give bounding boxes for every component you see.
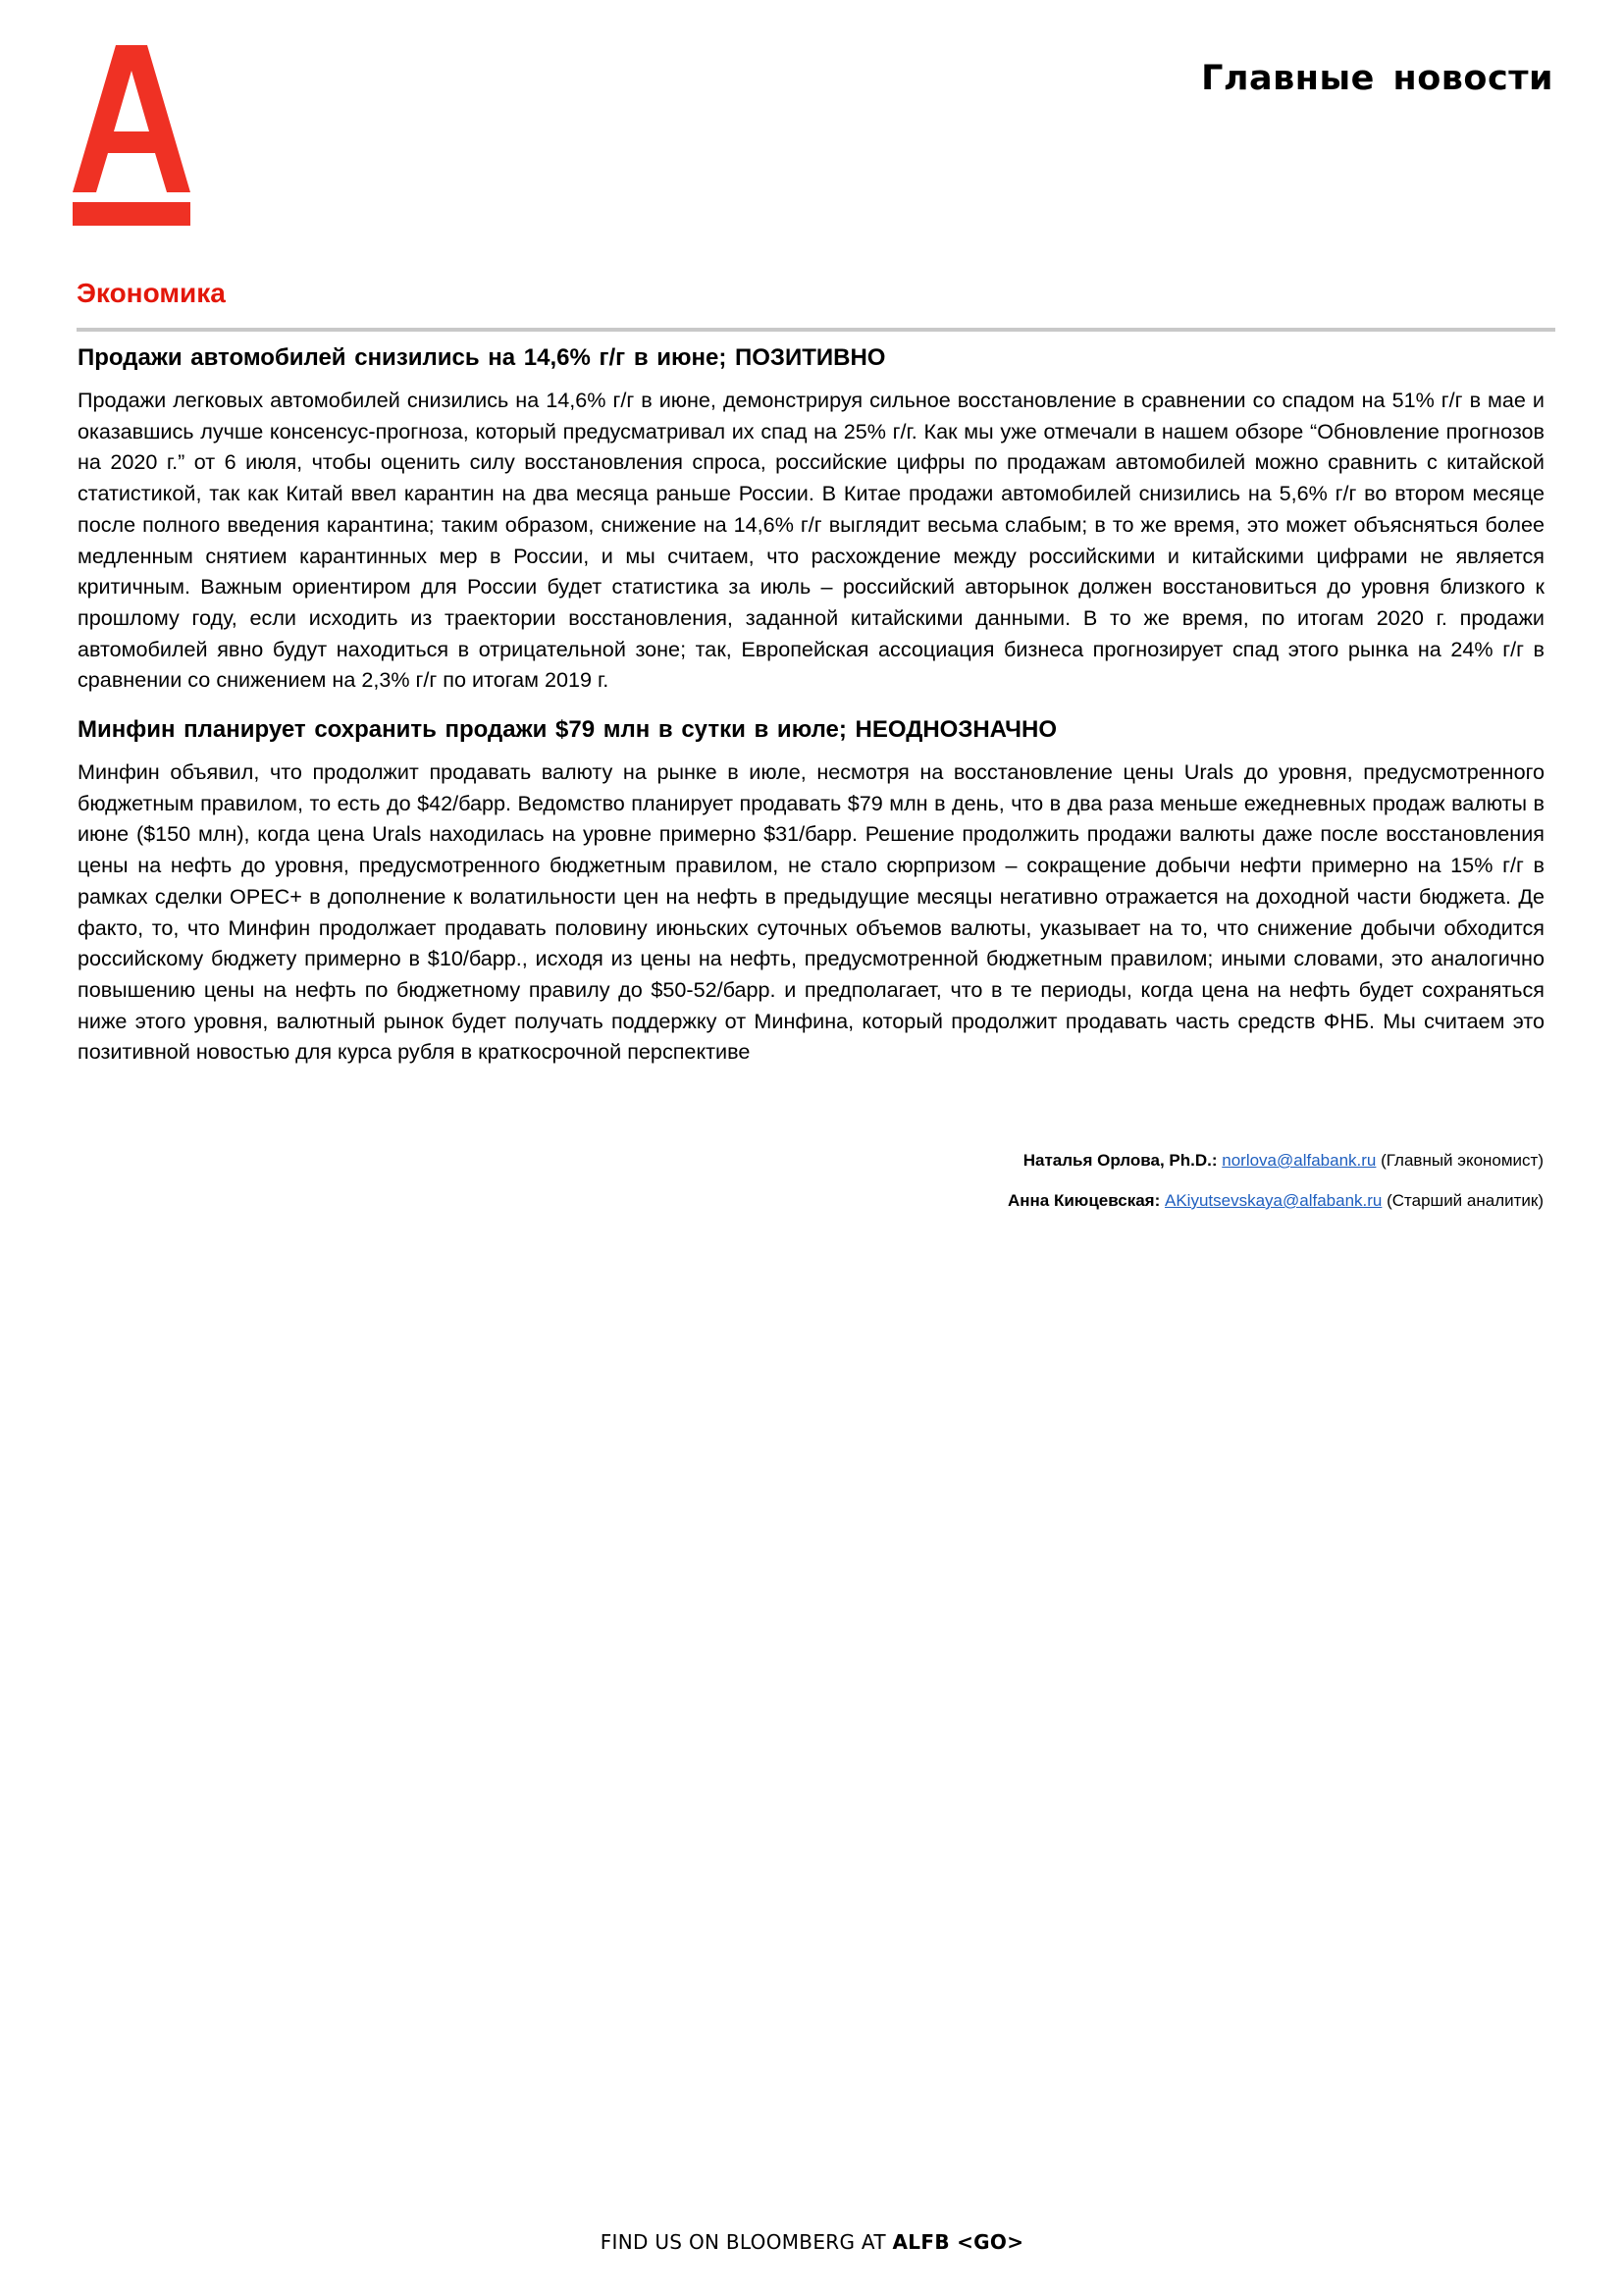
footer [0,2230,1624,2254]
authors-block [1008,1150,1544,1230]
page-title: Главные новости [1201,59,1553,98]
author-role: (Главный экономист) [1381,1151,1544,1170]
author-name: Анна Киюцевская: [1007,1191,1161,1210]
author-email-link[interactable]: norlova@alfabank.ru [1222,1151,1377,1170]
author-role: (Старший аналитик) [1387,1191,1544,1210]
section-title: Экономика [77,278,226,308]
footer-text: FIND US ON BLOOMBERG AT [600,2230,886,2254]
author-line [1008,1190,1544,1212]
logo-underline-bar [73,202,190,226]
author-name: Наталья Орлова, Ph.D.: [1022,1151,1218,1170]
article-headline: Продажи автомобилей снизились на 14,6% г/г в июне; ПОЗИТИВНО [78,344,886,371]
articles-container [78,341,1545,1085]
footer-ticker: ALFB <GO> [892,2230,1024,2254]
article [78,713,1545,1068]
article-body: Продажи легковых автомобилей снизились на 14,6% г/г в июне, демонстрируя сильное восстановление в сравнении со спадом на 51% г/г в мае и оказавшись лучше консенсус-прогноза, который предусматривал их спад на 25% г/г. Как мы уже отмечали в нашем обзоре “Обновление прогнозов на 2020 г.” от 6 июля, чтобы оценить силу восстановления спроса, российские цифры по продажам автомобилей можно сравнить с китайской статистикой, так как Китай ввел карантин на два месяца раньше России. В Китае продажи автомобилей снизились на 5,6% г/г во втором месяце после полного введения карантина; таким образом, снижение на 14,6% г/г выглядит весьма слабым; в то же время, это может объясняться более медленным снятием карантинных мер в России, и мы считаем, что расхождение между российскими и китайскими цифрами не является критичным. Важным ориентиром для России будет статистика за июль – российский авторынок должен восстановиться до уровня близкого к прошлому году, если исходить из траектории восстановления, заданной китайскими данными. В то же время, по итогам 2020 г. продажи автомобилей явно будут находиться в отрицательной зоне; так, Европейская ассоциация бизнеса прогнозирует спад этого рынка на 24% г/г в сравнении со снижением на 2,3% г/г по итогам 2019 г. [78,388,1545,693]
article-headline: Минфин планирует сохранить продажи $79 млн в сутки в июле; НЕОДНОЗНАЧНО [78,716,1058,744]
article-body: Минфин объявил, что продолжит продавать валюту на рынке в июле, несмотря на восстановление цены Urals до уровня, предусмотренного бюджетным правилом, то есть до $42/барр. Ведомство планирует продавать $79 млн в день, что в два раза меньше ежедневных продаж валюты в июне ($150 млн), когда цена Urals находилась на уровне примерно $31/барр. Решение продолжить продажи валюты даже после восстановления цены на нефть до уровня, предусмотренного бюджетным правилом, не стало сюрпризом – сокращение добычи нефти примерно на 15% г/г в рамках сделки OPEC+ в дополнение к волатильности цен на нефть в предыдущие месяцы негативно отражается на доходной части бюджета. Де факто, то, что Минфин продолжает продавать половину июньских суточных объемов валюты, указывает на то, что снижение добычи обходится российскому бюджету примерно в $10/барр., исходя из цены на нефть, предусмотренной бюджетным правилом; иными словами, это аналогично повышению цены на нефть по бюджетному правилу до $50-52/барр. и предполагает, что в те периоды, когда цена на нефть будет сохраняться ниже этого уровня, валютный рынок будет получать поддержку от Минфина, который продолжит продавать часть средств ФНБ. Мы считаем это позитивной новостью для курса рубля в краткосрочной перспективе [78,759,1545,1065]
section-divider [77,328,1555,332]
article [78,341,1545,696]
author-line [1008,1150,1544,1172]
alfa-bank-logo [73,45,190,226]
author-email-link[interactable]: AKiyutsevskaya@alfabank.ru [1165,1191,1383,1210]
logo-letter-a-shape [73,45,190,192]
